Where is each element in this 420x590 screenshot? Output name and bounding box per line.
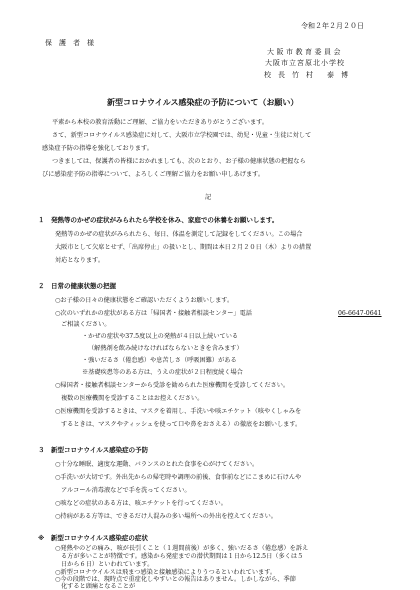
date: 令和２年２月２０日	[301, 22, 364, 30]
section-2-line-9: 複数の医療機関を受診することはお控えください。	[61, 395, 204, 402]
section-2-line-1: ○お子様の日々の健康状態をご確認いただくようお願いします。	[55, 297, 234, 304]
section-2-line-4: ・かぜの症状や37.5度以上の発熱が４日以上続いている	[82, 333, 239, 340]
intro-line-1: 平素から本校の教育活動にご理解、ご協力をいただきありがとうございます。	[52, 119, 269, 126]
intro-line-5: びに感染症予防の指導について、よろしくご理解ご協力をお願い申しあげます。	[42, 171, 265, 178]
recipient: 保 護 者 様	[45, 39, 94, 47]
intro-line-3: 感染症予防の指導を強化しております。	[42, 145, 153, 152]
section-2-line-5: （解熱剤を飲み続けなければならないときを含みます）	[88, 345, 243, 352]
section-1-line-3: 対応となります。	[55, 257, 105, 264]
section-1-line-1: 発熱等のかぜの症状がみられたら、毎日、体温を測定して記録をしてください。この場合	[55, 231, 303, 238]
sender-org: 大阪市教育委員会	[267, 48, 343, 56]
note-line-3: 日から６日）といわれています。	[61, 561, 154, 568]
section-3-line-1: ○十分な睡眠、適度な運動、バランスのとれた食事を心がけてください。	[55, 461, 259, 468]
section-2-line-2: ○次のいずれかの症状がある方は「帰国者・接触者相談センター」電話	[55, 310, 252, 317]
page-title: 新型コロナウイルス感染症の予防について（お願い）	[107, 98, 299, 107]
ki-mark: 記	[205, 194, 212, 201]
section-2-line-11: するときは、マスクやティッシュを使って口や鼻をおさえる）の徹底をお願いします。	[61, 421, 302, 428]
sender-principal: 校 長 竹 村 泰 博	[264, 71, 348, 79]
section-2-line-7: ※基礎疾患等のある方は、うえの症状が２日程度続く場合	[82, 369, 243, 376]
note-line-4: ○新型コロナウイルスは飛まつ感染と接触感染によりうつるといわれています。	[55, 569, 277, 576]
note-line-1: ○発熱やのどの痛み、咳が長引くこと（１週間前後）が多く、強いだるさ（倦怠感）を訴え	[55, 545, 309, 552]
section-3-heading: ３ 新型コロナウイルス感染症の予防	[38, 446, 149, 454]
sender-school: 大阪市立宮原北小学校	[265, 59, 345, 67]
note-line-6: 化すると頭痛となることが	[61, 583, 136, 590]
section-3-line-2: ○手洗いが大切です。外出先からの帰宅時や調理の前後、食事前などにこまめに石けんや	[55, 474, 302, 481]
section-2-line-8: ○帰国者・接触者相談センターから受診を勧められた医療機関を受診してください。	[55, 382, 290, 389]
section-3-line-3: アルコール消毒液などで手を洗ってください。	[61, 487, 191, 494]
intro-line-2: さて、新型コロナウイルス感染症に対して、大阪市立学校園では、幼児・児童・生徒に対して	[52, 132, 312, 139]
note-heading: ※ 新型コロナウイルス感染症の症状	[38, 534, 148, 542]
note-line-5: ○今の段階では、現時点で重症化しやすいとの報告はありません。しかしながら、季節	[55, 576, 296, 583]
section-2-line-6: ・強いだるさ（倦怠感）や息苦しさ（呼吸困難）がある	[82, 357, 237, 364]
section-2-line-10: ○医療機関を受診するときは、マスクを着用し、手洗いや咳エチケット（咳やくしゃみを	[55, 408, 302, 415]
section-1-line-2: 大阪市として欠席とせず、「出席停止」の扱いとし、期間は本日２月２０日（木）よりの措置	[55, 244, 312, 251]
note-line-2: る方が多いことが特徴です。感染から発症までの潜伏期間は１日から12.5日（多くは５	[61, 553, 304, 560]
phone-number: 06-6647-0641	[338, 310, 382, 317]
section-3-line-5: ○持病がある方等は、できるだけ人混みの多い場所への外出を控えてください。	[55, 513, 277, 520]
intro-line-4: つきましては、保護者の皆様におかれましても、次のとおり、お子様の健康状態の把握なら	[52, 158, 306, 165]
section-3-line-4: ○咳などの症状のある方は、咳エチケットを行ってください。	[55, 500, 227, 507]
section-2-line-3: ご相談ください。	[61, 321, 111, 328]
section-2-heading: ２ 日常の健康状態の把握	[38, 282, 116, 290]
section-1-heading: １ 発熱等のかぜの症状がみられたら学校を休み、家庭での休養をお願いします。	[38, 216, 279, 224]
